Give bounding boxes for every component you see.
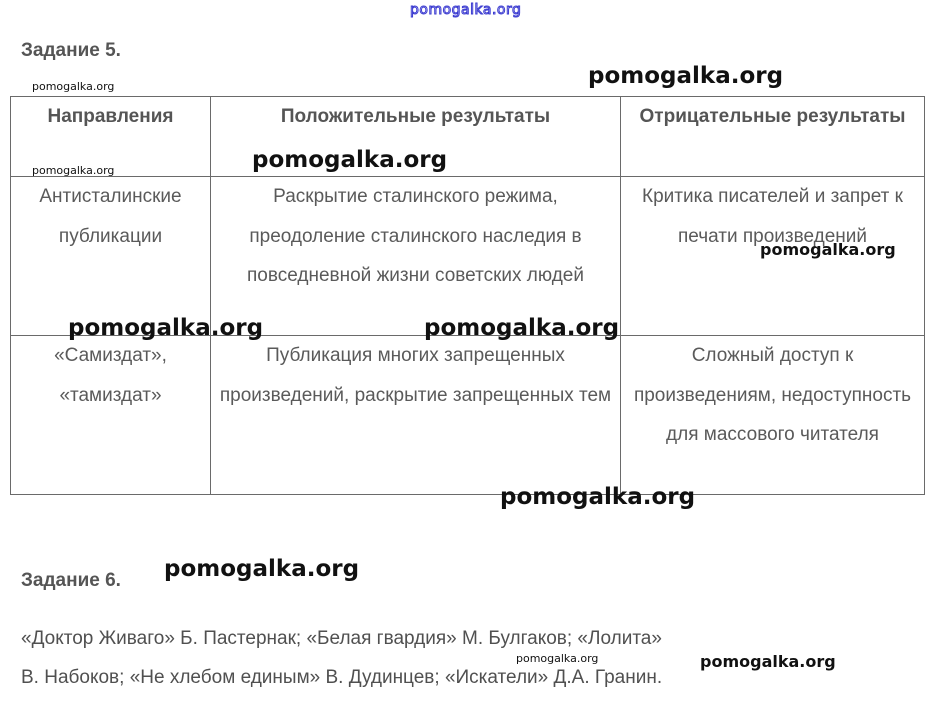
task6-answer-line: В. Набоков; «Не хлебом единым» В. Дудинцев; «Искатели» Д.А. Гранин. <box>21 667 663 688</box>
watermark: pomogalka.org <box>32 80 115 93</box>
header-directions: Направления <box>11 97 211 177</box>
task6-title: Задание 6. <box>21 570 121 591</box>
task5-title: Задание 5. <box>21 40 121 61</box>
watermark: pomogalka.org <box>164 556 360 582</box>
table-cell: «Самиздат», «тамиздат» <box>11 336 211 495</box>
watermark: pomogalka.org <box>68 315 264 341</box>
table-cell: Критика писателей и запрет к печати произведений <box>621 177 925 336</box>
watermark: pomogalka.org <box>760 240 896 259</box>
watermark: pomogalka.org <box>252 147 448 173</box>
header-positive: Положительные результаты <box>211 97 621 177</box>
table-cell: Антисталинские публикации <box>11 177 211 336</box>
table-cell: Раскрытие сталинского режима, преодоление сталинского наследия в повседневной жизни советских людей <box>211 177 621 336</box>
task5-table <box>10 96 925 495</box>
watermark: pomogalka.org <box>516 652 599 665</box>
watermark: pomogalka.org <box>424 315 620 341</box>
site-header-logo: pomogalka.org <box>410 2 522 18</box>
header-negative: Отрицательные результаты <box>621 97 925 177</box>
table-cell: Сложный доступ к произведениям, недоступность для массового читателя <box>621 336 925 495</box>
task6-answer-line: «Доктор Живаго» Б. Пастернак; «Белая гвардия» М. Булгаков; «Лолита» <box>21 628 662 649</box>
watermark: pomogalka.org <box>32 164 115 177</box>
table-row <box>11 336 925 495</box>
watermark: pomogalka.org <box>700 652 836 671</box>
watermark: pomogalka.org <box>500 484 696 510</box>
watermark: pomogalka.org <box>588 63 784 89</box>
table-cell: Публикация многих запрещенных произведений, раскрытие запрещенных тем <box>211 336 621 495</box>
table-header-row <box>11 97 925 177</box>
